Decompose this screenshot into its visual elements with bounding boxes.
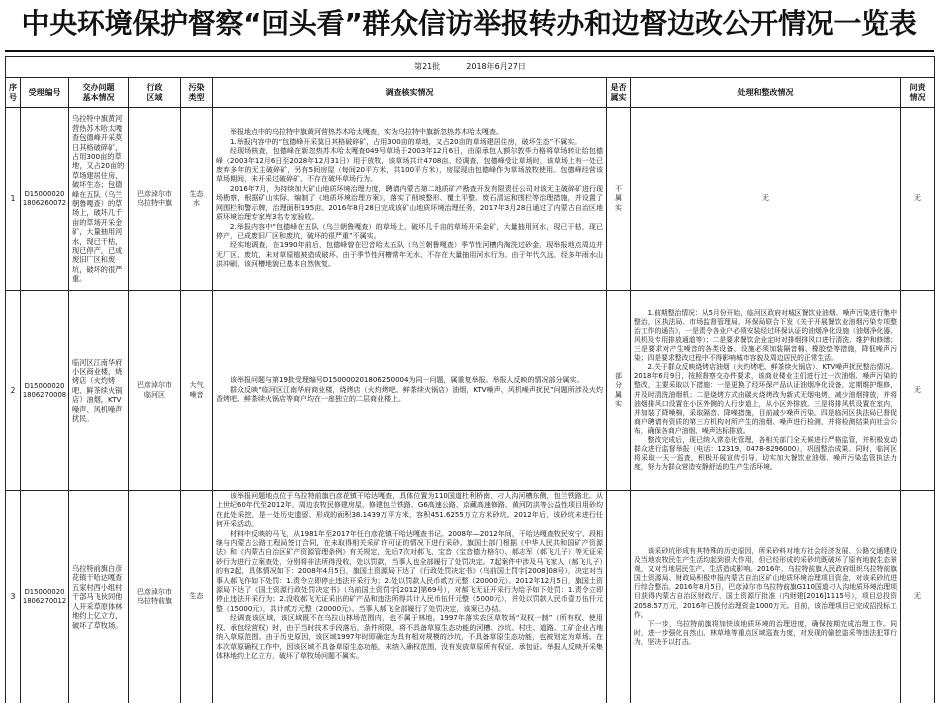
paragraph: 整改完成后，现已纳入常态化管理，各相关部门全天候进行严格监管，并积极发动群众进行监督举报（电话：12319，0478-8296000），巩固整治成果。同时，临河区将采取一天一巡查，积极开展宣传引导，切实加大餐饮业油烟、噪声污染监管执法力度，努力为群众营造安静舒适的生产生活环境。 (634, 435, 897, 472)
case-id-line: D15000020 (24, 381, 65, 390)
paragraph: 经现场核查，包德峰在新忽热苏木哈太嘎查049号草场于2003年12月6日，由原承包人额尔敦毕力格将草场转让给包德峰（2003年12月6日至2028年12月31日）用于放牧，该草场共计4708亩。经调查，包德峰受让草场时，该草场上有一处已废弃多年的无主破碎矿，另有5间房屋（每间20平方米，共100平方米），房屋现由包德峰作为草场放牧使用。包德峰经营该草场期间，未开采过破碎矿，不存在破坏草场行为。 (216, 147, 603, 184)
header-index: 序号 (6, 78, 21, 108)
case-id-line: D15000020 (24, 190, 65, 198)
paragraph: 该举报问题与第19批受理编号D150000201806250004为同一问题，属重复举报。举报人反映的情况部分属实。 (230, 376, 584, 385)
cell-complaint: 乌拉特中旗黄河营热苏木哈太嘎查包德峰开采莫日其格破碎矿，占用300亩的草地，又占20亩的草场建居住房，破坏生态；包德峰在五队（乌兰朝鲁嘎查）的草场上，破坏几千亩的草场开采金矿，大量抽用河水，现已干枯，现已停产，已成废旧厂区和废坑，破坏的很严重。 (69, 108, 129, 291)
paragraph: 1.前期整治情况：从5月份开始，临河区政府对城区餐饮业油烟、噪声污染进行集中整治，区执法局、市场监督管理局、环保局联合下发《关于开展餐饮业油烟污染专项整治工作的通告》，一是责令各业户必须安装经过环保认证的油烟净化设施（油烟净化器、风机及专用排放通道等）；二是要求餐饮企业定时对排烟排风口进行清洗、维护和修缮；三是要求对产生噪音的各类设备、设施必须加装隔音棉、橡胶垫等措施，降低噪声污染；四是要求整改过程中不得影响城市容貌及周边居民的正常生活。 (634, 308, 897, 363)
batch-number: 第21批 (414, 62, 441, 72)
cell-index: 3 (6, 491, 21, 704)
paragraph: 举报地点中的乌拉特中旗黄河营热苏木哈太嘎查，实为乌拉特中旗新忽热苏木哈太嘎查。 (230, 128, 503, 137)
case-id-line: 1806260072 (22, 199, 67, 207)
header-row (6, 78, 935, 108)
paragraph: 2.关于群众反映烧烤店油烟（火灼烤吧、鲜茶续火锅店）、KTV噪声扰民整治情况。2018年6月9日，按照督察交办件要求，该商业楼业主们进行过一次油烟、噪声污染的整改，主要采取以下措施：一是更换了经环保产品认证油烟净化设备，定期维护维修，并及时清洗油烟机；二是烧烤方式由碳火烧烤改为新式无烟电烤，减少油烟排放，并将油烟排风口设置在小区外侧的人行步道上，从小区外排放。三是将排风机设置在室内，并加装了降噪棉，采取隔音、降噪措施，目前减少噪声污染。四是临河区执法局已督促商户聘请有资质的第三方机构对所产生的油烟、噪声进行检测，并将检测结果向社会公布，确保各商户油烟、噪声达标排放。 (634, 363, 897, 435)
paragraph: 材料中反映的马飞，从1981年至2017年任白彦花镇干哈达嘎查书记。2008年—2012年间，干哈达嘎查牧民安宁、段相继与内蒙古公路工程局签订合同，在未取得相关采矿许可证的情况下进行采砂。旗国土部门根据《中华人民共和国矿产资源法》和《内蒙古自治区矿产资源管理条例》有关规定，先后7次对郝飞、宝音（宝音德力格尔）、郝志军（郝飞儿子）等无证采砂行为进行立案查处，分别将非法所得没收，处以罚款，当事人也全部履行了处罚决定。7起案件中涉及马飞家人（郝飞儿子）的有2起，具体情况如下：2008年4月5日，旗国土资源局下达了《行政处罚决定书》（乌前国土罚字[2008]08号），决定对当事人郝飞作如下处罚：1.责令立即停止违法开采行为；2.处以罚款人民币贰万元整（20000元）。2012年12月5日，旗国土资源局下达了《国土资源行政处罚决定书》（乌前国土资罚字[2012]第69号），对郝飞无证开采行为给予如下处罚：1.责令立即停止违法开采行为；2.没收郝飞无证采出的矿产品和违法所得共计人民币伍仟元整（5000元），并处以罚款人民币壹万伍仟元整（15000元），共计贰万元整（20000元）。当事人郝飞全部履行了处罚决定，该案已办结。 (216, 529, 603, 613)
cell-case-id (21, 291, 69, 491)
cell-accountability: 无 (901, 491, 935, 704)
header-handling: 处理和整改情况 (631, 78, 901, 108)
case-table (5, 56, 935, 703)
title-rule (5, 50, 934, 52)
header-pollution-type: 污染类型 (181, 78, 213, 108)
batch-date: 2018年6月27日 (466, 62, 526, 72)
cell-complaint: 乌拉特前旗白彦花镇干哈达嘎查五家村西小组村干部马飞伙同他人开采草原体林地约上亿立方，破坏了草牧场。 (69, 491, 129, 704)
paragraph: 经实地调查，在1990年前后，包德峰曾在巴音哈太五队（乌兰朝鲁嘎查）季节性河槽内淘洗过砂金，现举报地点周边并无厂区、废坑，未对草原植被造成破坏。由于季节性河槽常年无水，不存在大量抽用河水行为。由于年代久远，经多年雨水山洪冲刷，该河槽地貌已基本自然恢复。 (216, 241, 603, 269)
cell-pollution-type: 生态 水 (181, 108, 213, 291)
cell-verified: 部分属实 (607, 291, 631, 491)
cell-index: 1 (6, 108, 21, 291)
cell-index: 2 (6, 291, 21, 491)
header-case-id: 受理编号 (21, 78, 69, 108)
paragraph: 1.举报内容中的“包德峰开采莫日其格破碎矿，占用300亩的草地，又占20亩的草场建居住房，破坏生态”不属实。 (230, 137, 582, 146)
cell-region: 巴彦淖尔市临河区 (129, 291, 181, 491)
cell-region: 巴彦淖尔市乌拉特中旗 (129, 108, 181, 291)
cell-investigation (213, 108, 607, 291)
paragraph: 经调查该区域，该区域既不在乌拉山林场范围内，也不属于林地。1997年落实农区草牧场“双权一制”（所有权、使用权、承包经营权）时，由于当时技术手段落后，条件所限，将不具备草原生态功能的河槽、沙坑、村庄、道路、工矿企业占地纳入草原范围。由于历史原因，该区域1997年时即确定为具有相对规模的沙坑，不具备草原生态功能，也被划定为草场。在本次草原确权工作中，因该区域不具备草原生态功能，未纳入确权范围，没有发放草原所有权证、承包证。举报人反映开采集体林地约上亿立方，破坏了草牧场问题不属实。 (216, 614, 603, 660)
table-row (6, 108, 935, 291)
header-verified: 是否属实 (607, 78, 631, 108)
cell-case-id (21, 108, 69, 291)
header-accountability: 问责情况 (901, 78, 935, 108)
paragraph: 2016年7月，为持续加大矿山地质环境治理力度，聘请内蒙古第二地质矿产勘查开发有限责任公司对该无主破碎矿进行现场勘察，根据矿山实际，编制了《地质环境治理方案》，落实了削坡整形、覆土平整、废石清运和围栏等治理措施，并设置了网围栏和警示牌，治理面积195亩。2016年8月28日完成该矿山地质环境治理任务，2017年3月28日通过了内蒙古自治区地质环境治理专家库3名专家验收。 (216, 184, 603, 222)
case-id-line: 1806270012 (22, 597, 67, 605)
cell-complaint: 临河区江南华府小区商业楼，烧烤店（火灼烤吧、鲜茶续火锅店）油烟，KTV噪声、风机噪声扰民。 (69, 291, 129, 491)
header-complaint: 交办问题基本情况 (69, 78, 129, 108)
paragraph: 该采砂坑形成有其特殊的历史原因，所采砂料对地方社会经济发展、公路交通建设及当地农牧民生产生活均起到很大作用，但已经形成的采砂坑既破坏了原有地貌生态景观，又对当地居民生产、生活造成影响。2016年，乌拉特前旗人民政府组织乌拉特前旗国土资源局、财政局积极申报内蒙古自治区矿山地质环境治理项目资金，对该采砂坑进行综合整治。2016年8月5日，巴彦淖尔市乌拉特前旗G110国道刁人沟地质环境治理项目获得内蒙古自治区财政厅、国土资源厅批准（内财建[2016]1115号），项目总投资2058.57万元，2016年已拨付治理资金1000万元。目前，该治理项目已完成招投标工作。 (634, 546, 897, 619)
header-region: 行政区域 (129, 78, 181, 108)
header-investigation: 调查核实情况 (213, 78, 607, 108)
paragraph: 2.举报内容中“包德峰在五队（乌兰朝鲁嘎查）的草场上，破坏几千亩的草场开采金矿，大量抽用河水，现已干枯，现已停产，已成废旧厂区和废坑，破坏的很严重”不属实。 (216, 222, 603, 240)
cell-handling: 无 (631, 108, 901, 291)
paragraph: 下一步，乌拉特前旗将加快该地质环境的治理进度，确保按期完成治理工作。同时，进一步强化自然山、林草地等重点区域巡查力度，对发现的偷挖盗采等违法犯罪行为，坚决予以打击。 (634, 619, 897, 646)
page-title: 中央环境保护督察“回头看”群众信访举报转办和边督边改公开情况一览表 (21, 7, 917, 40)
batch-cell (6, 57, 935, 78)
paragraph: 群众反映“临河区江南华府商业楼，烧烤店（火灼烤吧、鲜茶续火锅店）油烟，KTV噪声、风机噪声扰民”问题所涉及火灼香烤吧、鲜茶续火锅店等商户均在一座独立的二层商业楼上。 (216, 385, 603, 404)
cell-investigation (213, 291, 607, 491)
batch-row (6, 57, 935, 78)
cell-pollution-type: 大气 噪音 (181, 291, 213, 491)
cell-handling (631, 291, 901, 491)
cell-verified (607, 491, 631, 704)
table-row (6, 291, 935, 491)
cell-case-id (21, 491, 69, 704)
table-row (6, 491, 935, 704)
paragraph: 该举报问题地点位于乌拉特前旗白彦花镇干哈达嘎查，具体位置为110国道杜利桥南，刁人沟河槽东侧，包兰铁路北。从上世纪60年代至2012年，周边农牧民修建房屋、修建包兰铁路、G6高速公路、京藏高速修路、黄河防洪等公益性项目用砂均在此处采挖，是一处历史遗留、形成的面积38.1439万平方米，容积451.6255万立方米砂坑。2012年后，该砂坑未进行任何开采活动。 (216, 492, 603, 529)
cell-handling (631, 491, 901, 704)
cell-region: 巴彦淖尔市乌拉特前旗 (129, 491, 181, 704)
case-id-line: 1806270008 (22, 390, 67, 399)
cell-verified: 不属实 (607, 108, 631, 291)
cell-accountability: 无 (901, 291, 935, 491)
cell-accountability: 无 (901, 108, 935, 291)
cell-investigation (213, 491, 607, 704)
case-id-line: D15000020 (24, 588, 65, 596)
cell-pollution-type: 生态 (181, 491, 213, 704)
